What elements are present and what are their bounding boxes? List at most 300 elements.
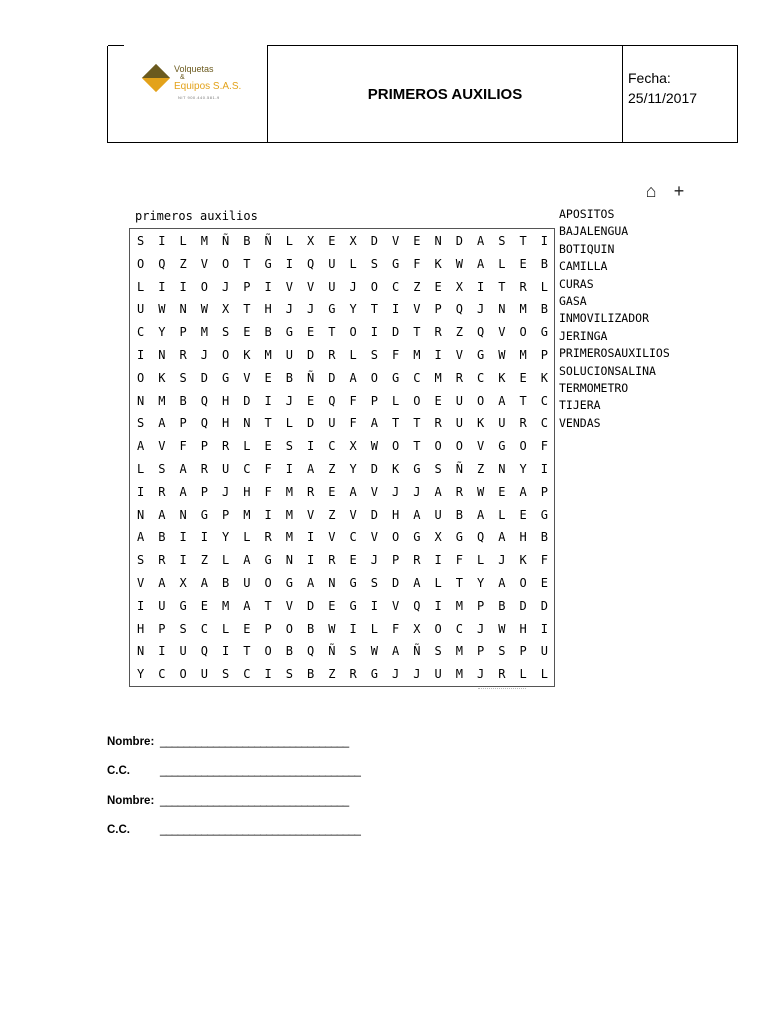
grid-cell: S [179,621,187,636]
grid-cell: E [540,575,548,590]
grid-cell: A [158,416,166,431]
grid-cell: C [477,370,485,385]
grid-cell: T [413,439,421,454]
grid-cell: D [307,416,315,431]
grid-cell: M [455,644,463,659]
grid-cell: I [349,621,357,636]
word-list-item: TERMOMETRO [559,381,629,396]
grid-cell: N [328,575,336,590]
grid-cell: K [243,347,251,362]
word-list-item: BAJALENGUA [559,224,629,239]
grid-cell: L [498,256,506,271]
grid-cell: H [392,507,400,522]
grid-cell: M [285,507,293,522]
grid-cell: I [200,530,208,545]
grid-cell: N [158,347,166,362]
grid-cell: T [455,575,463,590]
grid-cell: T [243,256,251,271]
grid-cell: Z [200,553,208,568]
grid-cell: U [540,644,548,659]
grid-cell: W [370,439,378,454]
grid-cell: A [307,575,315,590]
grid-cell: O [477,393,485,408]
grid-cell: G [413,461,421,476]
grid-cell: C [137,325,145,340]
grid-cell: F [392,347,400,362]
grid-cell: I [434,553,442,568]
grid-cell: M [434,370,442,385]
grid-cell: O [349,325,357,340]
grid-cell: H [264,302,272,317]
grid-cell: X [349,439,357,454]
grid-cell: M [200,325,208,340]
grid-cell: C [328,439,336,454]
grid-cell: I [264,667,272,682]
grid-cell: I [307,439,315,454]
grid-cell: I [264,393,272,408]
grid-cell: S [498,234,506,248]
grid-cell: X [434,530,442,545]
grid-cell: O [434,621,442,636]
grid-cell: E [328,598,336,613]
grid-cell: R [307,484,315,499]
grid-cell: L [498,507,506,522]
form-label: Nombre: [107,736,155,748]
grid-cell: Z [328,667,336,682]
word-list-item: CURAS [559,276,594,291]
grid-cell: V [349,507,357,522]
grid-cell: V [328,530,336,545]
grid-cell: O [285,621,293,636]
grid-cell: N [137,644,145,659]
logo-text-line3: Equipos S.A.S. [174,80,242,92]
grid-cell: L [222,621,230,636]
grid-cell: E [519,256,527,271]
logo-cell [108,46,268,143]
grid-cell: E [243,621,251,636]
grid-cell: E [328,234,336,248]
form-row [107,736,360,765]
grid-cell: D [370,507,378,522]
grid-cell: D [307,347,315,362]
grid-cell: H [519,621,527,636]
grid-cell: L [222,553,230,568]
grid-cell: A [137,530,145,545]
grid-cell: L [137,461,145,476]
grid-cell: J [498,553,506,568]
signature-form [107,736,360,853]
grid-cell: D [370,234,378,248]
grid-cell: S [434,461,442,476]
grid-cell: R [349,667,357,682]
grid-cell: J [222,484,230,499]
grid-cell: W [158,302,166,317]
grid-cell: S [158,461,166,476]
grid-cell: A [158,575,166,590]
grid-cell: U [285,347,293,362]
grid-cell: D [540,598,548,613]
grid-cell: I [540,234,548,248]
document-title: PRIMEROS AUXILIOS [268,46,623,143]
grid-cell: A [392,644,400,659]
grid-cell: O [519,575,527,590]
form-blank-line[interactable]: __________________________________ [160,823,361,836]
grid-cell: O [392,530,400,545]
grid-cell: S [137,553,145,568]
grid-cell: V [158,439,166,454]
grid-cell: P [434,302,442,317]
grid-cell: L [370,621,378,636]
grid-cell: B [455,507,463,522]
grid-cell: P [264,621,272,636]
toolbar [642,181,688,202]
grid-cell: I [285,461,293,476]
grid-cell: K [477,416,485,431]
grid-cell: A [477,507,485,522]
grid-cell: P [200,484,208,499]
grid-cell: I [158,644,166,659]
grid-cell: O [137,370,145,385]
grid-cell: J [222,279,230,294]
grid-cell: F [349,393,357,408]
grid-cell: A [307,461,315,476]
form-blank-line[interactable]: ________________________________ [160,794,349,807]
grid-cell: U [455,393,463,408]
grid-cell: X [222,302,230,317]
grid-cell: Z [455,325,463,340]
grid-cell: U [434,507,442,522]
grid-cell: A [179,461,187,476]
grid-cell: L [519,667,527,682]
company-logo [142,64,242,108]
grid-cell: V [370,530,378,545]
grid-cell: I [137,598,145,613]
grid-cell: R [434,325,442,340]
grid-cell: E [434,279,442,294]
word-list-item: JERINGA [559,328,608,343]
word-list-item: GASA [559,294,587,309]
word-search-grid [130,230,555,686]
grid-cell: Q [455,302,463,317]
grid-cell: R [413,553,421,568]
grid-cell: D [392,325,400,340]
grid-cell: W [477,484,485,499]
grid-cell: R [222,439,230,454]
grid-cell: D [243,393,251,408]
grid-cell: S [370,575,378,590]
grid-cell: Q [307,644,315,659]
grid-cell: G [540,507,548,522]
grid-cell: P [222,507,230,522]
grid-cell: G [349,598,357,613]
grid-cell: Ñ [307,370,315,385]
grid-cell: P [477,598,485,613]
grid-cell: R [264,530,272,545]
grid-cell: E [349,553,357,568]
grid-cell: I [179,553,187,568]
grid-cell: E [413,234,421,248]
grid-cell: D [455,234,463,248]
grid-cell: L [137,279,145,294]
grid-cell: B [307,667,315,682]
grid-cell: J [413,484,421,499]
grid-cell: C [243,461,251,476]
word-list-item: TIJERA [559,398,601,413]
grid-cell: H [137,621,145,636]
border-segment [108,45,124,46]
grid-cell: Ñ [264,234,272,248]
grid-cell: G [200,507,208,522]
form-blank-line[interactable]: ________________________________ [160,736,349,748]
word-list-item: BOTIQUIN [559,241,615,256]
grid-cell: D [370,461,378,476]
grid-cell: T [498,279,506,294]
grid-cell: L [243,439,251,454]
date-cell [623,46,738,143]
grid-cell: Q [307,256,315,271]
grid-cell: Y [222,530,230,545]
grid-cell: K [392,461,400,476]
grid-cell: J [413,667,421,682]
grid-cell: I [392,302,400,317]
form-label: Nombre: [107,794,155,807]
grid-cell: T [370,302,378,317]
grid-cell: B [243,234,251,248]
home-icon[interactable]: ⌂ [645,181,657,201]
grid-cell: U [179,644,187,659]
grid-cell: Y [477,575,485,590]
grid-cell: C [158,667,166,682]
grid-cell: S [349,644,357,659]
grid-cell: V [285,279,293,294]
grid-cell: P [477,644,485,659]
word-list-item: APOSITOS [559,207,615,221]
grid-cell: D [328,370,336,385]
grid-cell: A [519,484,527,499]
word-list-item: INMOVILIZADOR [559,311,650,326]
grid-cell: X [179,575,187,590]
grid-cell: S [222,667,230,682]
grid-cell: G [370,667,378,682]
grid-cell: L [477,553,485,568]
grid-cell: L [285,416,293,431]
grid-cell: X [455,279,463,294]
grid-cell: R [200,461,208,476]
puzzle-title: primeros auxilios [135,209,258,223]
grid-cell: A [477,256,485,271]
grid-cell: G [264,553,272,568]
grid-cell: D [200,370,208,385]
grid-cell: I [137,347,145,362]
grid-cell: B [498,598,506,613]
grid-cell: O [370,370,378,385]
grid-cell: R [328,347,336,362]
grid-cell: G [285,325,293,340]
grid-cell: D [392,575,400,590]
grid-cell: P [540,484,548,499]
grid-cell: T [519,393,527,408]
grid-cell: X [349,234,357,248]
date-label: Fecha: [628,70,671,86]
grid-cell: U [328,279,336,294]
grid-cell: L [243,530,251,545]
grid-cell: N [434,234,442,248]
grid-cell: P [179,325,187,340]
grid-cell: A [349,484,357,499]
grid-cell: P [243,279,251,294]
grid-cell: J [477,667,485,682]
grid-cell: I [179,279,187,294]
grid-cell: A [498,530,506,545]
grid-cell: M [222,598,230,613]
grid-cell: L [434,575,442,590]
grid-cell: B [540,256,548,271]
grid-cell: M [519,302,527,317]
grid-cell: C [413,370,421,385]
grid-cell: R [158,553,166,568]
word-list-item: VENDAS [559,415,601,430]
grid-cell: P [200,439,208,454]
grid-cell: Y [349,302,357,317]
grid-cell: U [137,302,145,317]
grid-cell: V [243,370,251,385]
grid-cell: R [328,553,336,568]
grid-cell: I [222,644,230,659]
grid-cell: Y [137,667,145,682]
grid-cell: V [392,598,400,613]
grid-cell: L [540,279,548,294]
grid-cell: J [349,279,357,294]
grid-cell: O [137,256,145,271]
grid-cell: P [158,621,166,636]
grid-cell: Ñ [222,234,230,248]
grid-cell: H [519,530,527,545]
grid-cell: U [498,416,506,431]
grid-cell: V [455,347,463,362]
grid-cell: N [137,507,145,522]
grid-cell: E [200,598,208,613]
grid-cell: G [285,575,293,590]
grid-cell: I [434,598,442,613]
grid-cell: V [498,325,506,340]
grid-cell: W [498,347,506,362]
grid-cell: Y [349,461,357,476]
grid-cell: Z [328,461,336,476]
grid-cell: O [370,279,378,294]
grid-cell: O [222,347,230,362]
grid-cell: A [477,234,485,248]
grid-cell: T [413,325,421,340]
grid-cell: V [137,575,145,590]
grid-cell: J [370,553,378,568]
grid-cell: P [179,416,187,431]
grid-cell: H [243,484,251,499]
grid-cell: M [413,347,421,362]
grid-cell: O [200,279,208,294]
grid-cell: V [370,484,378,499]
grid-cell: L [349,347,357,362]
grid-cell: F [349,416,357,431]
grid-cell: W [328,621,336,636]
grid-cell: C [392,279,400,294]
grid-cell: T [519,234,527,248]
grid-cell: A [349,370,357,385]
grid-cell: F [540,553,548,568]
grid-cell: W [498,621,506,636]
logo-mark-icon [142,63,170,91]
grid-cell: U [222,461,230,476]
grid-cell: F [413,256,421,271]
grid-cell: S [370,347,378,362]
grid-cell: Q [200,393,208,408]
grid-cell: W [455,256,463,271]
grid-cell: Q [328,393,336,408]
grid-cell: A [413,575,421,590]
grid-cell: I [370,325,378,340]
grid-cell: Z [179,256,187,271]
grid-cell: B [179,393,187,408]
grid-cell: L [179,234,187,248]
grid-cell: N [498,461,506,476]
grid-cell: I [137,484,145,499]
add-icon[interactable]: + [673,181,685,201]
grid-cell: S [137,234,145,248]
grid-cell: E [243,325,251,340]
grid-cell: D [307,598,315,613]
grid-cell: A [498,393,506,408]
grid-cell: F [455,553,463,568]
grid-cell: L [392,393,400,408]
grid-cell: K [498,370,506,385]
grid-cell: K [519,553,527,568]
grid-cell: R [179,347,187,362]
grid-cell: T [264,416,272,431]
grid-cell: E [498,484,506,499]
grid-cell: F [540,439,548,454]
grid-cell: C [243,667,251,682]
grid-cell: B [264,325,272,340]
grid-cell: R [158,484,166,499]
faint-mark [478,688,526,693]
grid-cell: Q [158,256,166,271]
form-row [107,795,360,824]
grid-cell: G [349,575,357,590]
grid-cell: A [243,598,251,613]
grid-cell: J [285,302,293,317]
grid-cell: I [158,234,166,248]
grid-cell: Y [519,461,527,476]
grid-cell: O [222,256,230,271]
grid-cell: C [455,621,463,636]
grid-cell: F [179,439,187,454]
grid-cell: E [328,484,336,499]
grid-cell: E [519,370,527,385]
grid-cell: I [370,598,378,613]
grid-cell: C [349,530,357,545]
grid-cell: Y [158,325,166,340]
grid-cell: S [137,416,145,431]
grid-cell: O [455,439,463,454]
grid-cell: U [243,575,251,590]
grid-cell: R [498,667,506,682]
grid-cell: S [285,439,293,454]
grid-cell: S [222,325,230,340]
grid-cell: D [519,598,527,613]
grid-cell: N [243,416,251,431]
form-blank-line[interactable]: __________________________________ [160,765,361,778]
grid-cell: X [413,621,421,636]
grid-cell: F [392,621,400,636]
